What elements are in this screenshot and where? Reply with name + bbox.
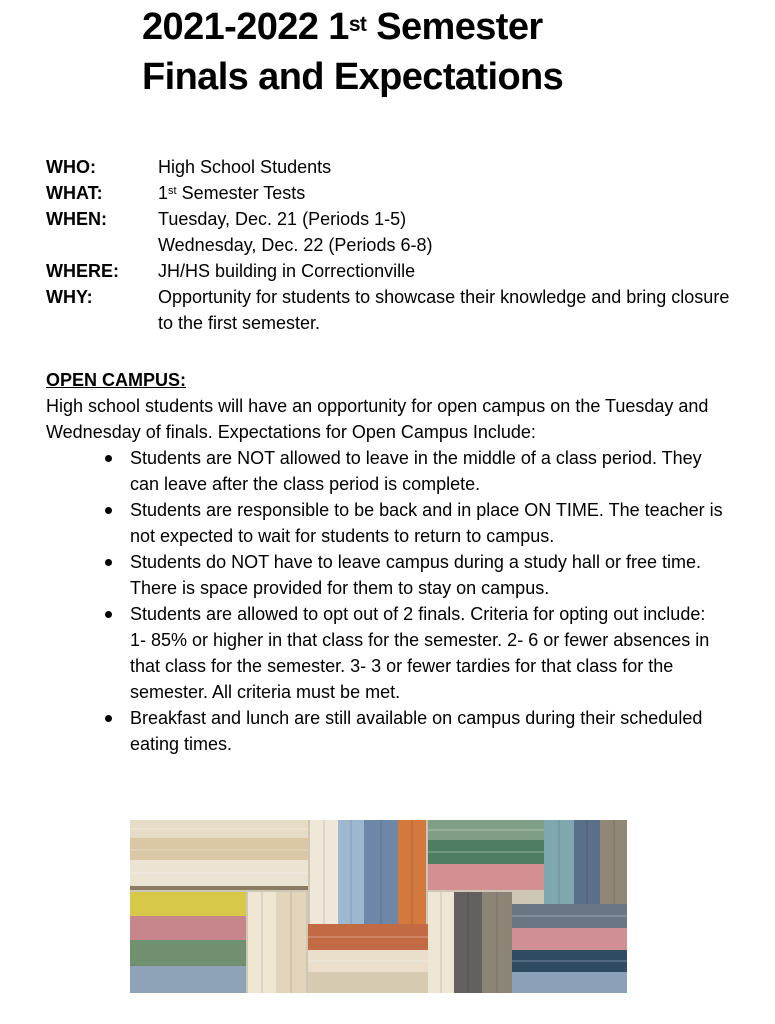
when-day-1: Tuesday, Dec. 21 (Periods 1-5) — [158, 209, 407, 229]
page-title — [142, 2, 563, 102]
list-item: Breakfast and lunch are still available on campus during their scheduled eating times. — [46, 705, 726, 757]
list-item: Students are allowed to opt out of 2 finals. Criteria for opting out include: 1- 85% or higher in that class for the semester. 2- 6 or fewer absences in that class for the semester. 3- 3 or fewer tardies for that class for the semester. All criteria must be met. — [46, 601, 726, 705]
event-info — [46, 154, 746, 336]
list-item: Students are NOT allowed to leave in the middle of a class period. They can leave after the class period is complete. — [46, 445, 726, 497]
when-day-2: Wednesday, Dec. 22 (Periods 6-8) — [158, 235, 433, 255]
who-row: WHO: High School Students — [46, 157, 332, 177]
title-line-2: Finals and Expectations — [142, 56, 564, 98]
open-campus-heading: OPEN CAMPUS: — [46, 370, 187, 390]
list-item: Students do NOT have to leave campus during a study hall or free time. There is space provided for them to stay on campus. — [46, 549, 726, 601]
title-line-1: 2021-2022 1st Semester — [142, 6, 543, 48]
open-campus-intro: High school students will have an opportunity for open campus on the Tuesday and Wednesday of finals. Expectations for Open Campus Include: — [46, 396, 709, 442]
list-item: Students are responsible to be back and in place ON TIME. The teacher is not expected to wait for students to return to campus. — [46, 497, 726, 549]
books-photo — [130, 820, 627, 993]
open-campus-section — [46, 367, 726, 757]
why-row: WHY: Opportunity for students to showcase their knowledge and bring closure to the first semester. — [46, 287, 730, 333]
where-row: WHERE: JH/HS building in Correctionville — [46, 261, 416, 281]
what-row: WHAT: 1st Semester Tests — [46, 183, 306, 203]
when-row: WHEN: Tuesday, Dec. 21 (Periods 1-5) Wednesday, Dec. 22 (Periods 6-8) — [46, 206, 746, 258]
expectations-list — [46, 445, 726, 757]
